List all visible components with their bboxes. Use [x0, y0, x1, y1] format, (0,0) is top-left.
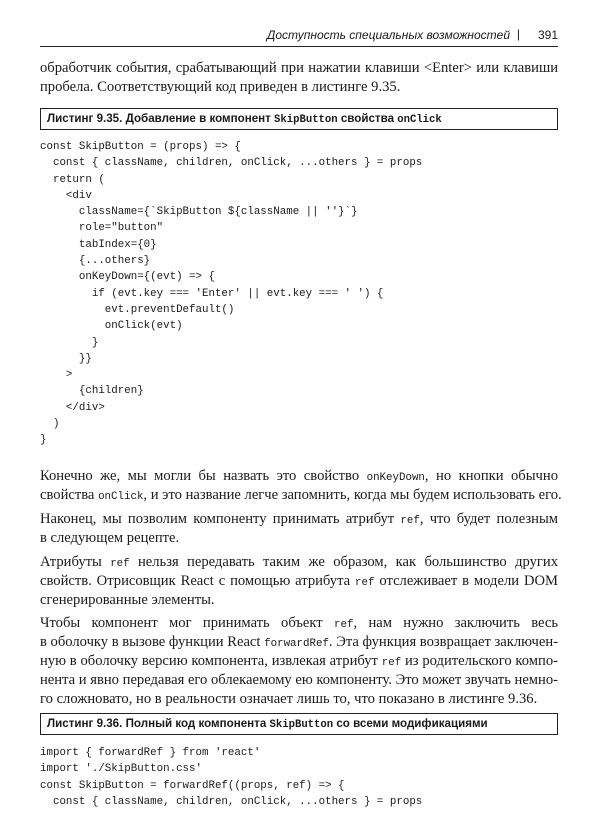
- listing-9-35-caption-code: SkipButton: [274, 114, 338, 126]
- listing-9-35-caption-code2: onClick: [397, 114, 442, 126]
- code-line: const { className, children, onClick, ...others } = props: [40, 795, 423, 808]
- code-line: import { forwardRef } from 'react': [40, 747, 261, 759]
- p4-text: Чтобы компонент мог принимать объект: [40, 615, 335, 631]
- p3-text: свойств. Отрисовщик React с помощью атрибута: [40, 573, 356, 589]
- p4-code: ref: [381, 657, 402, 669]
- p3-code: ref: [355, 577, 375, 589]
- paragraph-3: [40, 553, 558, 610]
- code-line: >: [40, 369, 73, 382]
- listing-9-36-caption: [40, 713, 558, 735]
- p1-code: onClick: [98, 491, 144, 503]
- code-line: const { className, children, onClick, ...others } = props: [40, 157, 423, 170]
- code-line: onKeyDown={(evt) => {: [40, 271, 215, 284]
- listing-9-36-code: [40, 745, 556, 810]
- code-line: className={`SkipButton ${className || ''}`}: [40, 206, 358, 219]
- p1-text: свойства: [40, 487, 99, 503]
- p2-text: , что будет полезным: [419, 511, 558, 527]
- p1-text: , но кнопки обычно: [424, 468, 558, 484]
- code-line: </div>: [40, 401, 105, 414]
- code-line: const SkipButton = (props) => {: [40, 141, 241, 153]
- p4-text: го сложновато, но в реальности означает лишь то, что показано в листинге 9.36.: [40, 691, 538, 707]
- p3-text: отслеживает в модели DOM: [374, 573, 558, 589]
- listing-9-36-caption-code: SkipButton: [269, 719, 334, 731]
- paragraph-1: [40, 467, 562, 507]
- intro-line-1: обработчик события, срабатывающий при нажатии клавиши <Enter> или клавиши: [40, 60, 558, 76]
- p3-code: ref: [110, 558, 130, 570]
- chapter-title: Доступность специальных возможностей: [266, 28, 510, 42]
- code-line: return (: [40, 173, 105, 186]
- code-line: role="button": [40, 222, 164, 235]
- paragraph-2: [40, 510, 558, 548]
- code-line: {...others}: [40, 255, 151, 268]
- code-line: ): [40, 418, 60, 431]
- header-separator: |: [516, 27, 520, 41]
- p2-text: в следующем рецепте.: [40, 530, 180, 546]
- p1-text: , и это название легче запомнить, когда мы будем использовать его.: [143, 487, 562, 503]
- listing-9-35-caption-middle: свойства: [337, 112, 398, 125]
- code-line: import './SkipButton.css': [40, 763, 202, 776]
- page-number: 391: [537, 28, 558, 42]
- p1-text: Конечно же, мы могли бы назвать это свойство: [40, 468, 367, 484]
- p3-text: нельзя передавать таким же образом, как большинство других: [129, 554, 558, 570]
- code-line: <div: [40, 189, 92, 202]
- listing-9-35-caption: [40, 108, 558, 130]
- listing-9-36-caption-suffix: со всеми модификациями: [333, 717, 488, 730]
- listing-9-36-caption-prefix: Листинг 9.36. Полный код компонента: [47, 717, 270, 730]
- code-line: onClick(evt): [40, 320, 183, 333]
- running-header: [40, 18, 558, 47]
- p4-text: нента и явно передавая его облекаемому ею компоненту. Это может звучать немно-: [40, 672, 558, 688]
- p3-text: Атрибуты: [40, 554, 111, 570]
- code-line: if (evt.key === 'Enter' || evt.key === ' ') {: [40, 287, 384, 300]
- code-line: evt.preventDefault(): [40, 303, 235, 316]
- p3-text: сгенерированные элементы.: [40, 592, 215, 608]
- p4-text: из родительского компо-: [401, 653, 558, 669]
- p4-text: . Эта функция возвращает заключен-: [328, 634, 558, 650]
- paragraph-4: [40, 614, 558, 709]
- p2-text: Наконец, мы позволим компоненту принимать атрибут: [40, 511, 401, 527]
- p4-code: ref: [334, 619, 354, 631]
- p2-code: ref: [400, 515, 420, 527]
- intro-line-2: пробела. Соответствующий код приведен в листинге 9.35.: [40, 79, 401, 95]
- p1-code: onKeyDown: [366, 472, 425, 484]
- code-line: }: [40, 434, 47, 447]
- listing-9-35-code: [40, 139, 556, 449]
- p4-text: в оболочку в вызове функции React: [40, 634, 265, 650]
- intro-paragraph: [40, 59, 558, 97]
- p4-text: ную в оболочку версию компонента, извлекая атрибут: [40, 653, 382, 669]
- listing-9-35-caption-prefix: Листинг 9.35. Добавление в компонент: [47, 112, 275, 125]
- code-line: tabIndex={0}: [40, 238, 157, 251]
- p4-code: forwardRef: [264, 638, 329, 650]
- p4-text: , нам нужно заключить весь: [353, 615, 558, 631]
- code-line: }}: [40, 352, 92, 365]
- code-line: }: [40, 336, 99, 349]
- code-line: {children}: [40, 385, 144, 398]
- code-line: const SkipButton = forwardRef((props, ref) => {: [40, 779, 345, 792]
